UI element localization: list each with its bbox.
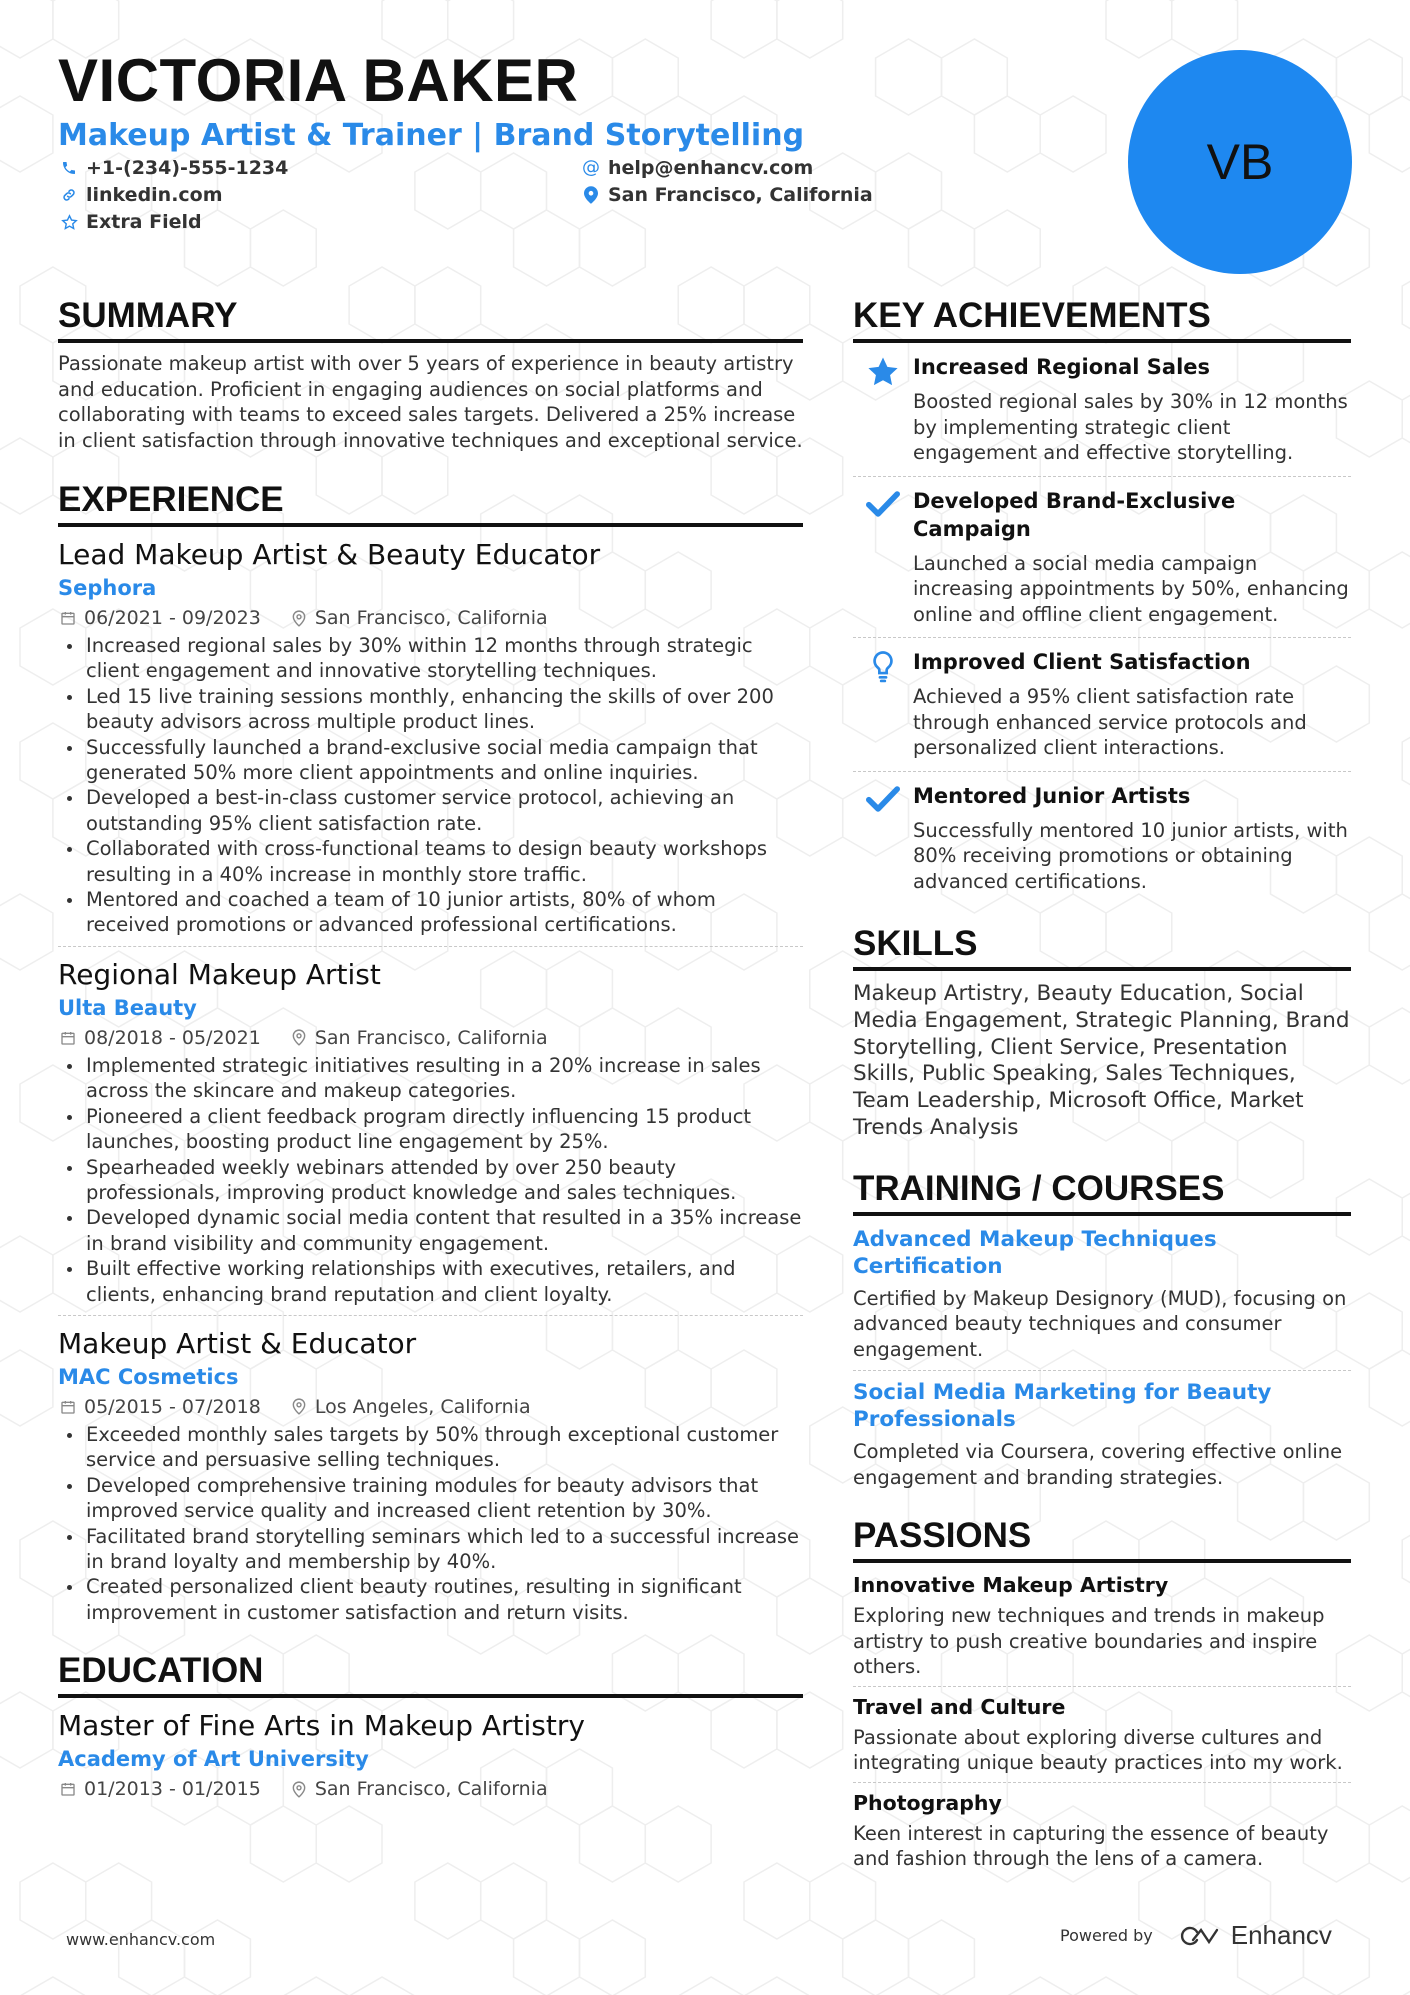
map-pin-icon (289, 1397, 309, 1417)
job-title: Makeup Artist & Educator (58, 1326, 417, 1360)
passion-title: Photography (853, 1790, 1002, 1815)
bullet-item: Built effective working relationships with executives, retailers, and clients, enhancing brand reputation and client loyalty. (86, 1256, 803, 1307)
course-title: Advanced Makeup Techniques Certification (853, 1226, 1217, 1279)
avatar (1128, 50, 1352, 274)
education-location: San Francisco, California (314, 1778, 548, 1801)
check-icon (853, 782, 913, 895)
bullet-item: Developed a best-in-class customer service protocol, achieving an outstanding 95% client satisfaction rate. (86, 785, 803, 836)
achievement-body (913, 487, 1351, 628)
passion-text: Passionate about exploring diverse cultures and integrating unique beauty practices into my work. (853, 1725, 1343, 1775)
lightbulb-icon (853, 648, 913, 761)
achievement-text: Successfully mentored 10 junior artists, with 80% receiving promotions or obtaining advanced certifications. (913, 818, 1348, 893)
phone-text: +1-(234)-555-1234 (86, 157, 289, 179)
bullet-item: Created personalized client beauty routines, resulting in significant improvement in customer satisfaction and return visits. (86, 1574, 803, 1625)
company-name: Ulta Beauty (58, 995, 197, 1020)
powered-by-text: Powered by (1060, 1926, 1153, 1945)
bullet-item: Increased regional sales by 30% within 12 months through strategic client engagement and innovative storytelling techniques. (86, 633, 803, 684)
location-text: San Francisco, California (608, 184, 873, 206)
education-entry (58, 1708, 803, 1804)
star-icon (853, 353, 913, 466)
job-meta (58, 603, 803, 633)
candidate-name: VICTORIA BAKER (58, 47, 579, 114)
course-text: Completed via Coursera, covering effective online engagement and branding strategies. (853, 1440, 1343, 1489)
achievement-text: Launched a social media campaign increasing appointments by 50%, enhancing online and offline client engagement. (913, 551, 1349, 626)
passion-title: Travel and Culture (853, 1694, 1066, 1719)
right-column (853, 296, 1351, 1872)
divider (58, 946, 803, 947)
map-pin-icon (289, 608, 309, 628)
summary-section (58, 296, 803, 453)
divider (853, 1782, 1351, 1783)
achievements-heading: KEY ACHIEVEMENTS (853, 296, 1351, 343)
skills-section (853, 924, 1351, 1142)
summary-text: Passionate makeup artist with over 5 years of experience in beauty artistry and education. Proficient in engaging audiences on social platforms and collaborating with teams to exceed sales targets. Delivered a 25% increase in client satisfaction through innovative techniques and exceptional service. (58, 352, 803, 452)
passion-text: Keen interest in capturing the essence of beauty and fashion through the lens of a camera. (853, 1821, 1329, 1871)
job-location (289, 1023, 548, 1053)
achievement-body (913, 353, 1351, 466)
contact-location (580, 182, 873, 208)
map-pin-icon (580, 184, 602, 206)
achievement-title: Increased Regional Sales (913, 355, 1211, 379)
contact-email[interactable] (580, 155, 813, 181)
enhancv-brand-text: Enhancv (1230, 1920, 1332, 1950)
bullet-item: Mentored and coached a team of 10 junior artists, 80% of whom received promotions or advanced professional certifications. (86, 887, 803, 938)
achievement-body (913, 782, 1351, 895)
calendar-icon (58, 1028, 78, 1048)
footer-website[interactable]: www.enhancv.com (66, 1930, 216, 1949)
experience-entry (58, 1326, 803, 1625)
bullet-item: Pioneered a client feedback program directly influencing 15 product launches, boosting product line engagement by 25%. (86, 1104, 803, 1155)
map-pin-icon (289, 1779, 309, 1799)
bullet-item: Spearheaded weekly webinars attended by over 250 beauty professionals, improving product knowledge and sales techniques. (86, 1155, 803, 1206)
achievement-item (853, 638, 1351, 771)
job-bullets (58, 633, 803, 938)
bullet-item: Exceeded monthly sales targets by 50% through exceptional customer service and persuasive selling techniques. (86, 1422, 803, 1473)
headline: Makeup Artist & Trainer | Brand Storytelling (58, 118, 805, 153)
achievements-section (853, 296, 1351, 904)
bullet-item: Developed comprehensive training modules for beauty advisors that improved service quality and increased client retention by 30%. (86, 1473, 803, 1524)
course-item (853, 1226, 1351, 1372)
contact-phone[interactable] (58, 155, 288, 181)
divider (853, 1686, 1351, 1687)
summary-heading: SUMMARY (58, 296, 803, 343)
experience-heading: EXPERIENCE (58, 480, 803, 527)
training-section (853, 1169, 1351, 1491)
course-text: Certified by Makeup Designory (MUD), focusing on advanced beauty techniques and consumer engagement. (853, 1286, 1347, 1361)
achievement-item (853, 772, 1351, 905)
calendar-icon (58, 1779, 78, 1799)
star-outline-icon (58, 211, 80, 233)
divider (58, 1315, 803, 1316)
passion-text: Exploring new techniques and trends in makeup artistry to push creative boundaries and inspire others. (853, 1604, 1325, 1679)
link-icon (58, 184, 80, 206)
extra-field-text: Extra Field (86, 211, 202, 233)
experience-list (58, 537, 803, 1625)
job-location (289, 1392, 531, 1422)
calendar-icon (58, 1397, 78, 1417)
bullet-item: Collaborated with cross-functional teams to design beauty workshops resulting in a 40% increase in monthly store traffic. (86, 836, 803, 887)
job-bullets (58, 1053, 803, 1307)
training-heading: TRAINING / COURSES (853, 1169, 1351, 1216)
footer-branding[interactable] (1060, 1920, 1332, 1951)
achievement-item (853, 477, 1351, 638)
divider (853, 1370, 1351, 1371)
skills-heading: SKILLS (853, 924, 1351, 971)
map-pin-icon (289, 1028, 309, 1048)
passion-item (853, 1693, 1351, 1783)
company-name: MAC Cosmetics (58, 1364, 239, 1389)
education-section (58, 1651, 803, 1804)
job-location-text: San Francisco, California (314, 1026, 548, 1049)
job-meta (58, 1392, 803, 1422)
contact-linkedin[interactable] (58, 182, 223, 208)
experience-entry (58, 957, 803, 1316)
experience-entry (58, 537, 803, 947)
job-dates: 05/2015 - 07/2018 (84, 1395, 261, 1418)
job-location-text: Los Angeles, California (314, 1395, 531, 1418)
contact-extra (58, 209, 202, 235)
job-location-text: San Francisco, California (314, 607, 548, 629)
job-bullets (58, 1422, 803, 1625)
email-text: help@enhancv.com (608, 157, 814, 179)
calendar-icon (58, 608, 78, 628)
company-name: Sephora (58, 576, 157, 600)
school-name: Academy of Art University (58, 1747, 369, 1772)
education-meta (58, 1774, 803, 1804)
bullet-item: Led 15 live training sessions monthly, enhancing the skills of over 200 beauty advisors across multiple product lines. (86, 684, 803, 735)
achievement-body (913, 648, 1351, 761)
passion-item (853, 1571, 1351, 1687)
bullet-item: Developed dynamic social media content that resulted in a 35% increase in brand visibility and community engagement. (86, 1206, 802, 1255)
bullet-item: Facilitated brand storytelling seminars which led to a successful increase in brand loyalty and membership by 40%. (86, 1524, 803, 1575)
degree-title: Master of Fine Arts in Makeup Artistry (58, 1709, 585, 1743)
enhancv-logo-icon (1175, 1924, 1223, 1948)
job-title: Regional Makeup Artist (58, 957, 381, 991)
left-column (58, 296, 803, 1804)
achievement-title: Developed Brand-Exclusive Campaign (913, 488, 1236, 541)
job-meta (58, 1023, 803, 1053)
bullet-item: Implemented strategic initiatives resulting in a 20% increase in sales across the skincare and makeup categories. (86, 1053, 803, 1104)
achievement-title: Mentored Junior Artists (913, 783, 1191, 808)
achievement-title: Improved Client Satisfaction (913, 650, 1251, 674)
job-dates: 06/2021 - 09/2023 (84, 607, 261, 629)
job-dates: 08/2018 - 05/2021 (84, 1026, 261, 1049)
passion-item (853, 1789, 1351, 1872)
experience-section (58, 480, 803, 1625)
passion-title: Innovative Makeup Artistry (853, 1573, 1169, 1598)
job-location (289, 603, 548, 633)
course-item (853, 1379, 1351, 1490)
education-heading: EDUCATION (58, 1651, 803, 1698)
achievement-item (853, 343, 1351, 476)
bullet-item: Successfully launched a brand-exclusive social media campaign that generated 50% more client appointments and online inquiries. (86, 735, 803, 786)
phone-icon (58, 157, 80, 179)
passions-list (853, 1571, 1351, 1872)
training-list (853, 1226, 1351, 1491)
achievements-list (853, 343, 1351, 904)
job-title: Lead Makeup Artist & Beauty Educator (58, 538, 601, 571)
linkedin-text: linkedin.com (86, 184, 223, 206)
passions-section (853, 1516, 1351, 1872)
education-dates: 01/2013 - 01/2015 (84, 1778, 261, 1801)
avatar-initials: VB (1206, 134, 1274, 190)
at-sign-icon: @ (582, 157, 600, 178)
achievement-text: Boosted regional sales by 30% in 12 months by implementing strategic client engagement and effective storytelling. (913, 390, 1348, 464)
skills-text: Makeup Artistry, Beauty Education, Social Media Engagement, Strategic Planning, Brand Storytelling, Client Service, Presentation Skills, Public Speaking, Sales Techniques, Team Leadership, Microsoft Office, Market Trends Analysis (853, 981, 1350, 1140)
check-icon (853, 487, 913, 628)
achievement-text: Achieved a 95% client satisfaction rate through enhanced service protocols and personalized client interactions. (913, 685, 1307, 759)
course-title: Social Media Marketing for Beauty Professionals (853, 1380, 1272, 1433)
passions-heading: PASSIONS (853, 1516, 1351, 1563)
